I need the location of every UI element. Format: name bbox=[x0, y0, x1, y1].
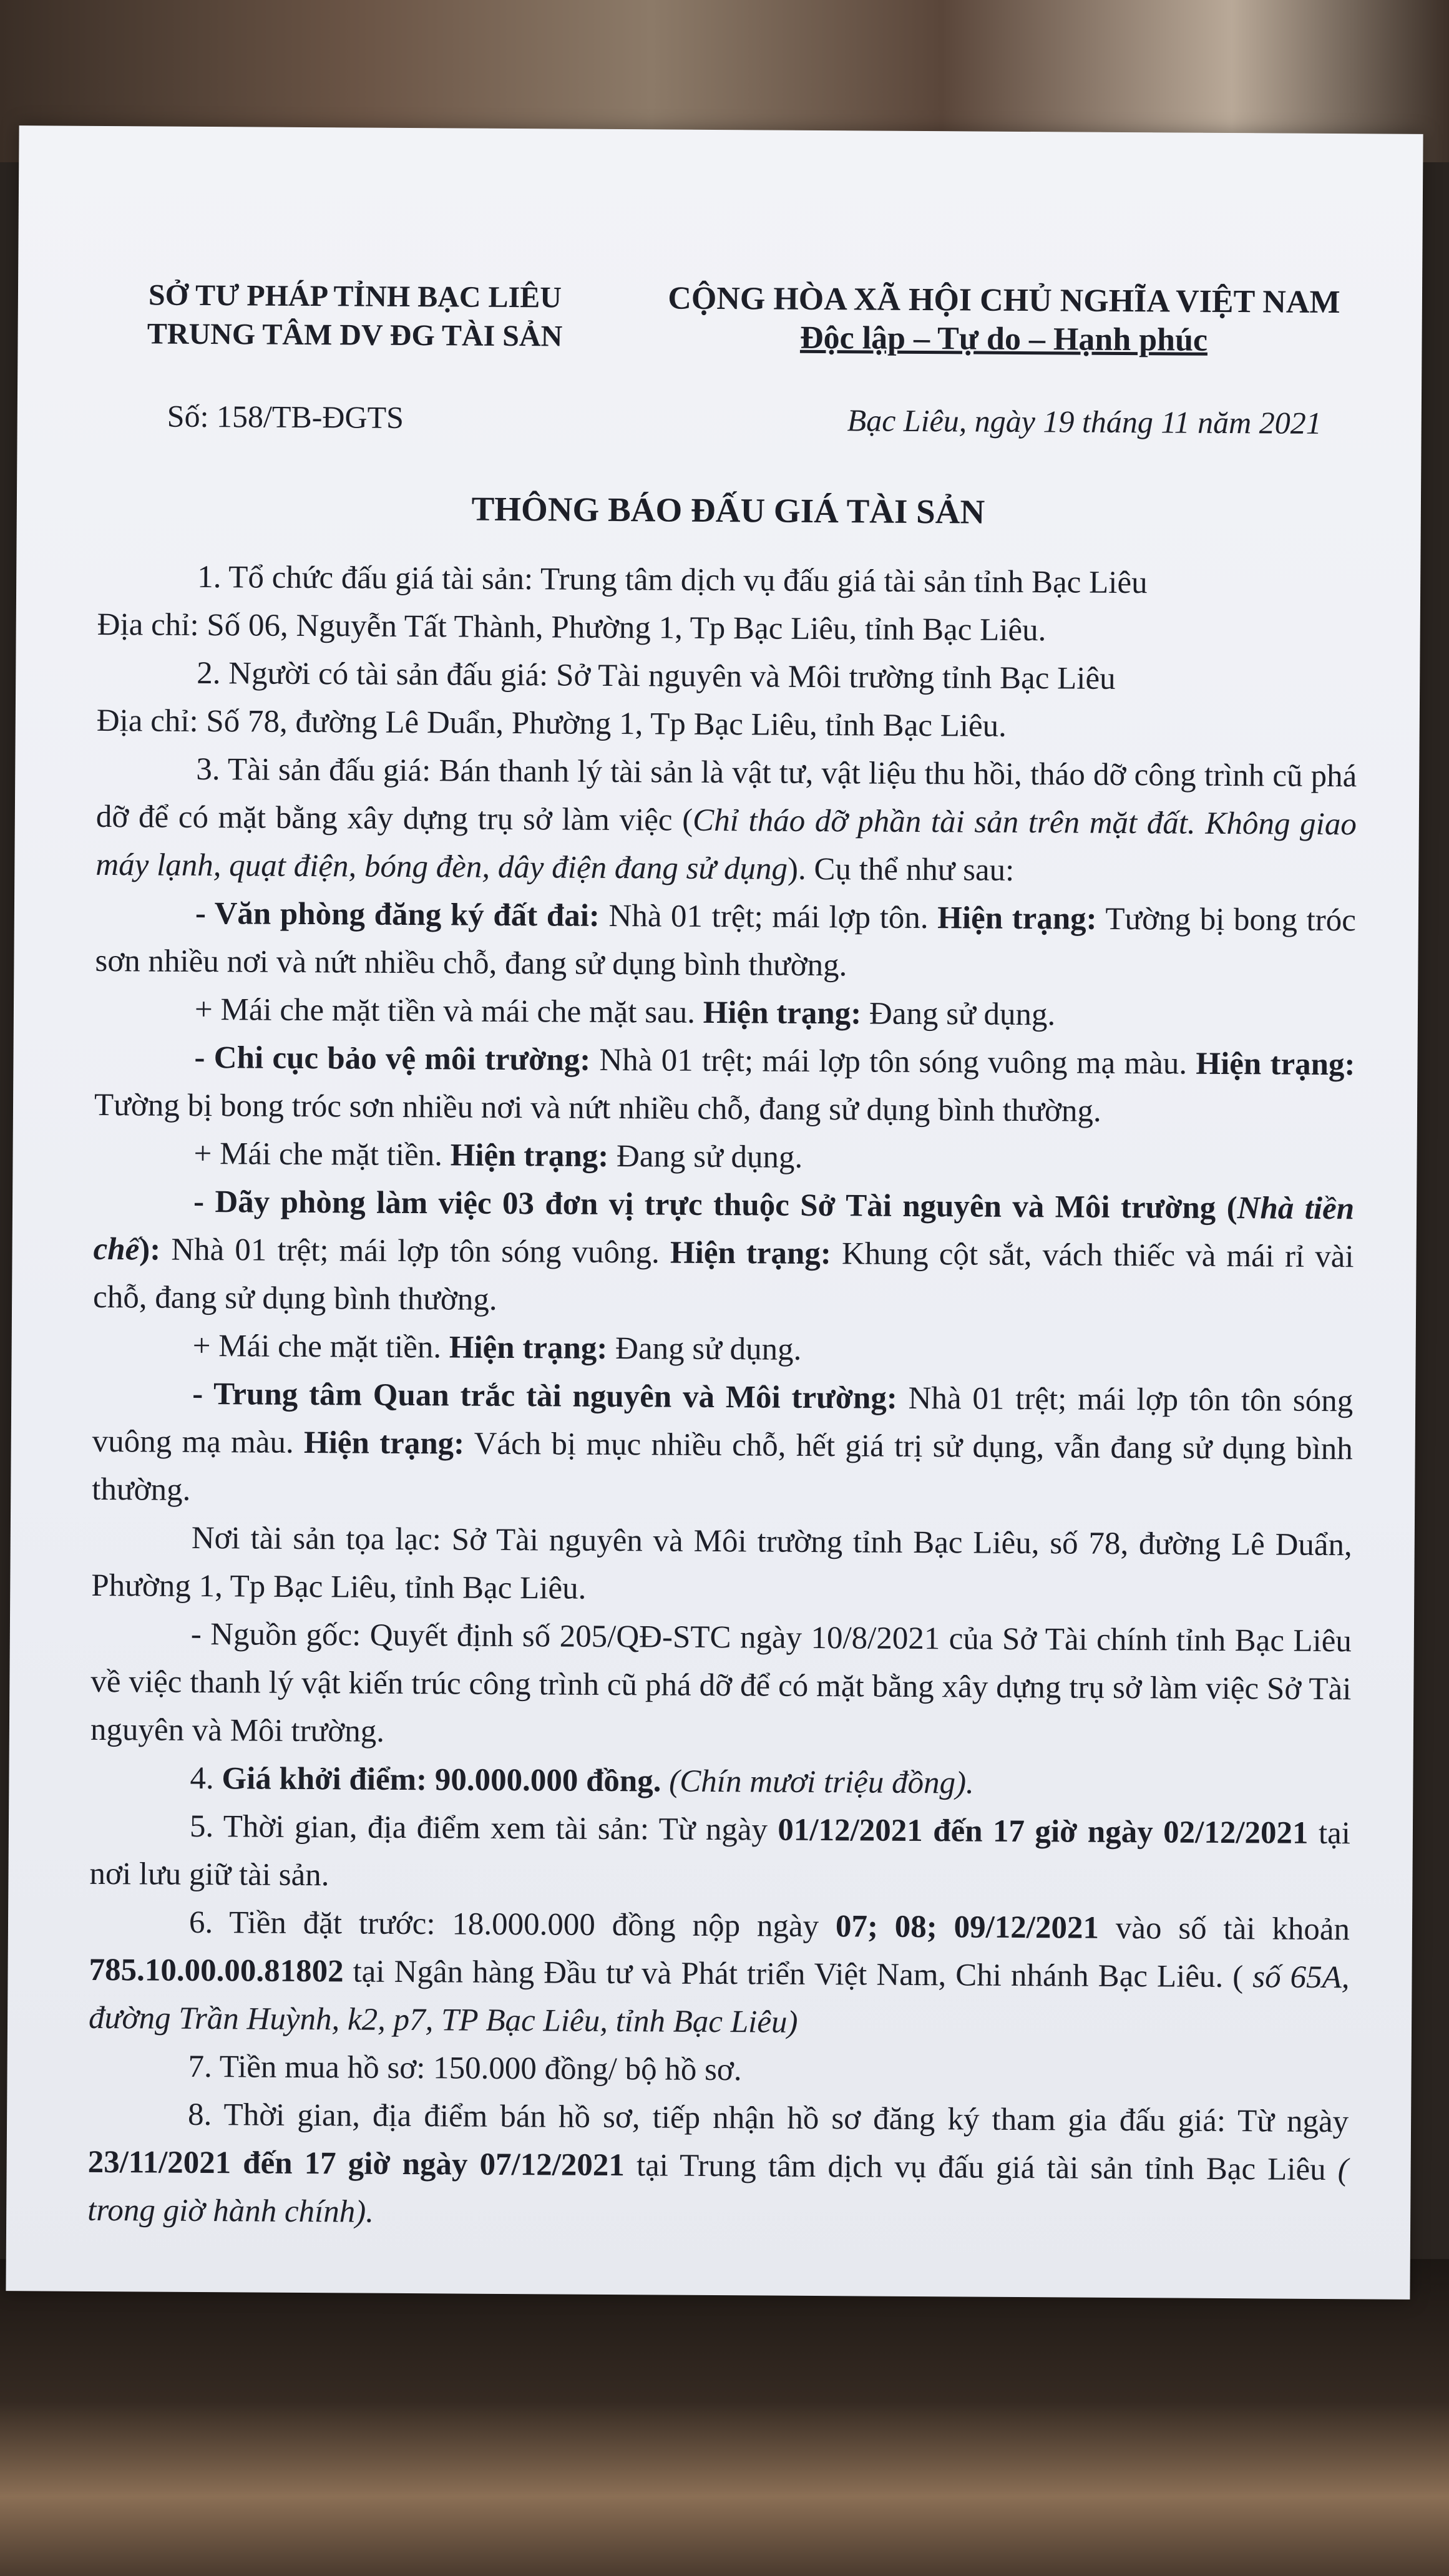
document-header bbox=[99, 276, 1360, 361]
asset-item-2-sub bbox=[94, 1129, 1354, 1185]
asset-item-1 bbox=[95, 889, 1356, 993]
asset-origin: - Nguồn gốc: Quyết định số 205/QĐ-STC ngày 10/8/2021 của Sở Tài chính tỉnh Bạc Liêu về việc thanh lý vật kiến trúc công trình cũ phá dỡ để có mặt bằng xây dựng trụ sở làm việc Sở Tài nguyên và Môi trường. bbox=[90, 1616, 1352, 1749]
asset-item-2-desc: Nhà 01 trệt; mái lợp tôn sóng vuông mạ màu. bbox=[590, 1042, 1196, 1081]
asset-item-4-name: - Trung tâm Quan trắc tài nguyên và Môi trường: bbox=[192, 1376, 897, 1416]
asset-item-4-status: Vách bị mục nhiều chỗ, hết giá trị sử dụng, vẫn đang sử dụng bình thường. bbox=[92, 1426, 1353, 1508]
nation-line-1: CỘNG HÒA XÃ HỘI CHỦ NGHĨA VIỆT NAM bbox=[668, 280, 1340, 321]
starting-price: Giá khởi điểm: 90.000.000 đồng. bbox=[222, 1761, 661, 1799]
front-roof-text: + Mái che mặt tiền. bbox=[193, 1136, 451, 1173]
section-5-end: tại nơi lưu giữ tài sản. bbox=[89, 1815, 1351, 1893]
nation-line-2: Độc lập – Tự do – Hạnh phúc bbox=[799, 320, 1208, 358]
status-in-use: Đang sử dụng. bbox=[608, 1138, 803, 1175]
section-5 bbox=[89, 1802, 1350, 1906]
starting-price-words: (Chín mươi triệu đồng). bbox=[661, 1764, 974, 1801]
asset-item-3-name: - Dãy phòng làm việc 03 đơn vị trực thuộc Sở Tài nguyên và Môi trường bbox=[193, 1184, 1216, 1226]
asset-item-1-name: - Văn phòng đăng ký đất đai: bbox=[195, 895, 600, 934]
section-6-bank: tại Ngân hàng Đầu tư và Phát triển Việt Nam, Chi nhánh Bạc Liêu. ( bbox=[343, 1954, 1253, 1995]
national-motto bbox=[648, 279, 1360, 361]
section-1: 1. Tổ chức đấu giá tài sản: Trung tâm dịch vụ đấu giá tài sản tỉnh Bạc Liêu bbox=[197, 559, 1148, 601]
section-6-text: 6. Tiền đặt trước: 18.000.000 đồng nộp ngày bbox=[188, 1905, 836, 1944]
asset-location: Nơi tài sản tọa lạc: Sở Tài nguyên và Môi trường tỉnh Bạc Liêu, số 78, đường Lê Duẩn, Phường 1, Tp Bạc Liêu, tỉnh Bạc Liêu. bbox=[91, 1520, 1352, 1606]
document-content bbox=[87, 276, 1360, 2242]
deposit-dates: 07; 08; 09/12/2021 bbox=[835, 1909, 1100, 1946]
asset-item-2-status: Tường bị bong tróc sơn nhiều nơi và nứt nhiều chỗ, đang sử dụng bình thường. bbox=[94, 1087, 1101, 1129]
section-2: 2. Người có tài sản đấu giá: Sở Tài nguyên và Môi trường tỉnh Bạc Liêu bbox=[197, 655, 1116, 696]
document-body bbox=[87, 553, 1358, 2242]
section-2-address: Địa chỉ: Số 78, đường Lê Duẩn, Phường 1, Tp Bạc Liêu, tỉnh Bạc Liêu. bbox=[96, 703, 1007, 744]
bank-address: số 65A, đường Trần Huỳnh, k2, p7, TP Bạc Liêu, tỉnh Bạc Liêu) bbox=[88, 1959, 1350, 2040]
asset-item-2 bbox=[94, 1033, 1355, 1137]
section-6-account-label: vào số tài khoản bbox=[1098, 1910, 1350, 1948]
org-line-2: TRUNG TÂM DV ĐG TÀI SẢN bbox=[147, 317, 563, 353]
section-8-text: 8. Thời gian, địa điểm bán hồ sơ, tiếp nhận hồ sơ đăng ký tham gia đấu giá: Từ ngày bbox=[187, 2097, 1349, 2140]
asset-item-3-paren-open: ( bbox=[1226, 1191, 1237, 1226]
status-label: Hiện trạng: bbox=[670, 1235, 832, 1272]
section-3 bbox=[95, 745, 1357, 897]
section-5-text: 5. Thời gian, địa điểm xem tài sản: Từ ngày bbox=[189, 1808, 778, 1848]
office-hours-note: ( trong giờ hành chính). bbox=[87, 2152, 1349, 2230]
status-label: Hiện trạng: bbox=[1196, 1046, 1355, 1083]
section-3-text: 3. Tài sản đấu giá: Bán thanh lý tài sản là vật tư, vật liệu thu hồi, tháo dỡ công trình cũ phá dỡ để có mặt bằng xây dựng trụ sở làm việc ( bbox=[95, 751, 1357, 838]
asset-item-4-desc: Nhà 01 trệt; mái lợp tôn tôn sóng vuông mạ màu. bbox=[92, 1380, 1354, 1460]
section-7: 7. Tiền mua hồ sơ: 150.000 đồng/ bộ hồ sơ. bbox=[188, 2049, 742, 2088]
status-label: Hiện trạng: bbox=[703, 995, 862, 1032]
document-title: THÔNG BÁO ĐẤU GIÁ TÀI SẢN bbox=[471, 489, 985, 531]
status-label: Hiện trạng: bbox=[450, 1138, 609, 1174]
registration-period: 23/11/2021 đến 17 giờ ngày 07/12/2021 bbox=[87, 2144, 625, 2183]
status-label: Hiện trạng: bbox=[303, 1425, 465, 1461]
asset-item-3 bbox=[93, 1178, 1354, 1329]
section-4-number: 4. bbox=[190, 1760, 222, 1797]
asset-item-3-paren-close: ): bbox=[139, 1232, 161, 1267]
bank-account-number: 785.10.00.00.81802 bbox=[89, 1952, 344, 1989]
section-3-note: Chỉ tháo dỡ phần tài sản trên mặt đất. Không giao máy lạnh, quạt điện, bóng đèn, dây điện đang sử dụng bbox=[95, 803, 1357, 887]
status-in-use: Đang sử dụng. bbox=[861, 996, 1056, 1033]
document-date: Bạc Liêu, ngày 19 tháng 11 năm 2021 bbox=[847, 402, 1322, 441]
asset-item-3-paren: Nhà tiền chế bbox=[93, 1191, 1355, 1267]
asset-item-4 bbox=[92, 1370, 1353, 1521]
document-subheader bbox=[99, 392, 1359, 447]
asset-item-3-status: Khung cột sắt, vách thiếc và mái rỉ vài chỗ, đang sử dụng bình thường. bbox=[92, 1236, 1354, 1317]
document-number: Số: 158/TB-ĐGTS bbox=[167, 398, 404, 435]
asset-item-2-name: - Chi cục bảo vệ môi trường: bbox=[194, 1040, 591, 1078]
issuing-organization bbox=[99, 276, 592, 356]
viewing-period: 01/12/2021 đến 17 giờ ngày 02/12/2021 bbox=[778, 1812, 1309, 1851]
section-1-address: Địa chỉ: Số 06, Nguyễn Tất Thành, Phường 1, Tp Bạc Liêu, tỉnh Bạc Liêu. bbox=[97, 607, 1046, 648]
status-label: Hiện trạng: bbox=[937, 900, 1097, 937]
status-in-use: Đang sử dụng. bbox=[607, 1330, 802, 1367]
section-8-place: tại Trung tâm dịch vụ đấu giá tài sản tỉnh Bạc Liêu bbox=[624, 2148, 1338, 2188]
background-bottom bbox=[0, 2259, 1449, 2576]
org-line-1: SỞ TƯ PHÁP TỈNH BẠC LIÊU bbox=[148, 278, 562, 315]
section-4 bbox=[90, 1754, 1350, 1810]
asset-item-1-sub bbox=[95, 985, 1355, 1041]
section-8 bbox=[87, 2091, 1349, 2242]
section-3-end: ). Cụ thể như sau: bbox=[787, 851, 1015, 888]
section-6 bbox=[89, 1898, 1350, 2050]
asset-item-1-desc: Nhà 01 trệt; mái lợp tôn. bbox=[599, 898, 938, 936]
asset-item-3-sub bbox=[92, 1322, 1353, 1377]
asset-item-3-desc: Nhà 01 trệt; mái lợp tôn sóng vuông. bbox=[160, 1232, 671, 1271]
front-roof-text: + Mái che mặt tiền. bbox=[192, 1328, 449, 1365]
document-paper bbox=[6, 125, 1423, 2300]
asset-item-1-status: Tường bị bong tróc sơn nhiều nơi và nứt nhiều chỗ, đang sử dụng bình thường. bbox=[95, 901, 1357, 983]
status-label: Hiện trạng: bbox=[449, 1330, 608, 1366]
asset-item-1-sub-text: + Mái che mặt tiền và mái che mặt sau. bbox=[194, 992, 703, 1030]
